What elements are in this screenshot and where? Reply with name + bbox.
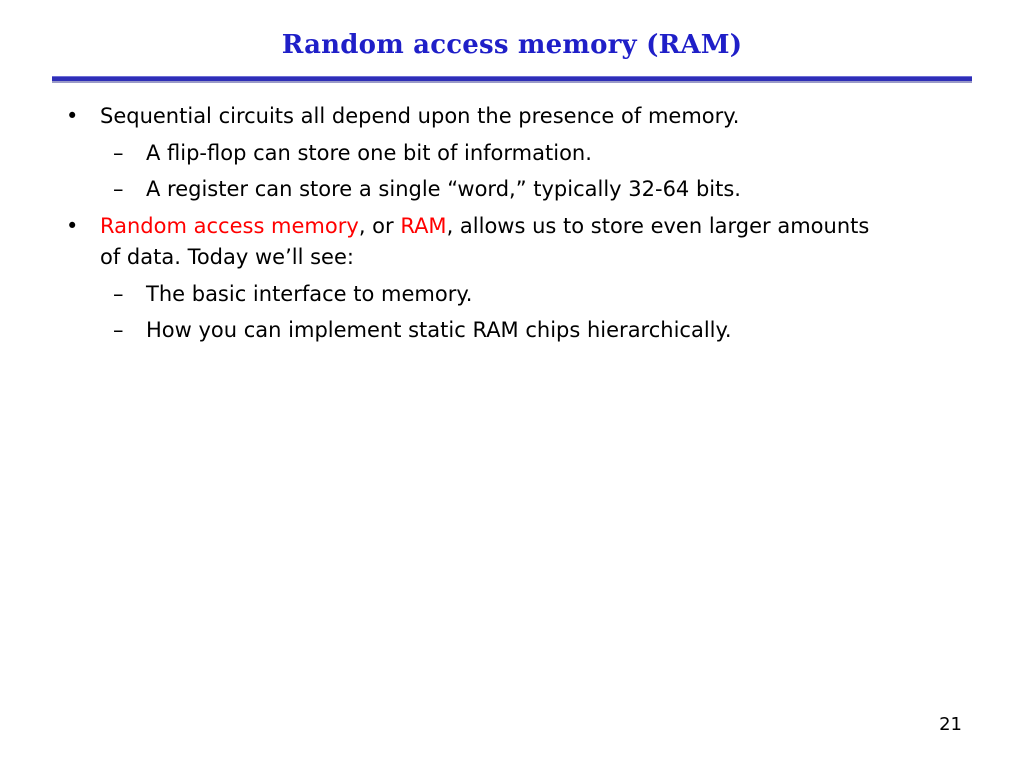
bullet-text: Sequential circuits all depend upon the presence of memory.	[100, 104, 740, 128]
bullet-marker: •	[66, 214, 79, 238]
bullet-text-part: , or	[358, 214, 401, 238]
sub-bullet-marker: –	[113, 177, 124, 201]
sub-bullet-text: The basic interface to memory.	[146, 282, 473, 306]
sub-bullet-text: How you can implement static RAM chips hierarchically.	[146, 318, 732, 342]
sub-bullet-marker: –	[113, 282, 124, 306]
sub-bullet-text: A flip-flop can store one bit of information.	[146, 141, 592, 165]
highlight-term: Random access memory	[100, 214, 359, 238]
sub-bullet-marker: –	[113, 141, 124, 165]
bullet-text	[100, 210, 980, 242]
slide-number: 21	[939, 714, 962, 735]
bullet-text-part: , allows us to store even larger amounts	[446, 214, 870, 238]
highlight-term: RAM	[400, 214, 447, 238]
sub-bullet-marker: –	[113, 318, 124, 342]
title-divider	[52, 76, 972, 83]
bullet-text-part: of data. Today we’ll see:	[100, 245, 354, 269]
slide-title: Random access memory (RAM)	[281, 30, 743, 60]
sub-bullet-text: A register can store a single “word,” typically 32-64 bits.	[146, 177, 741, 201]
bullet-marker: •	[66, 104, 79, 128]
